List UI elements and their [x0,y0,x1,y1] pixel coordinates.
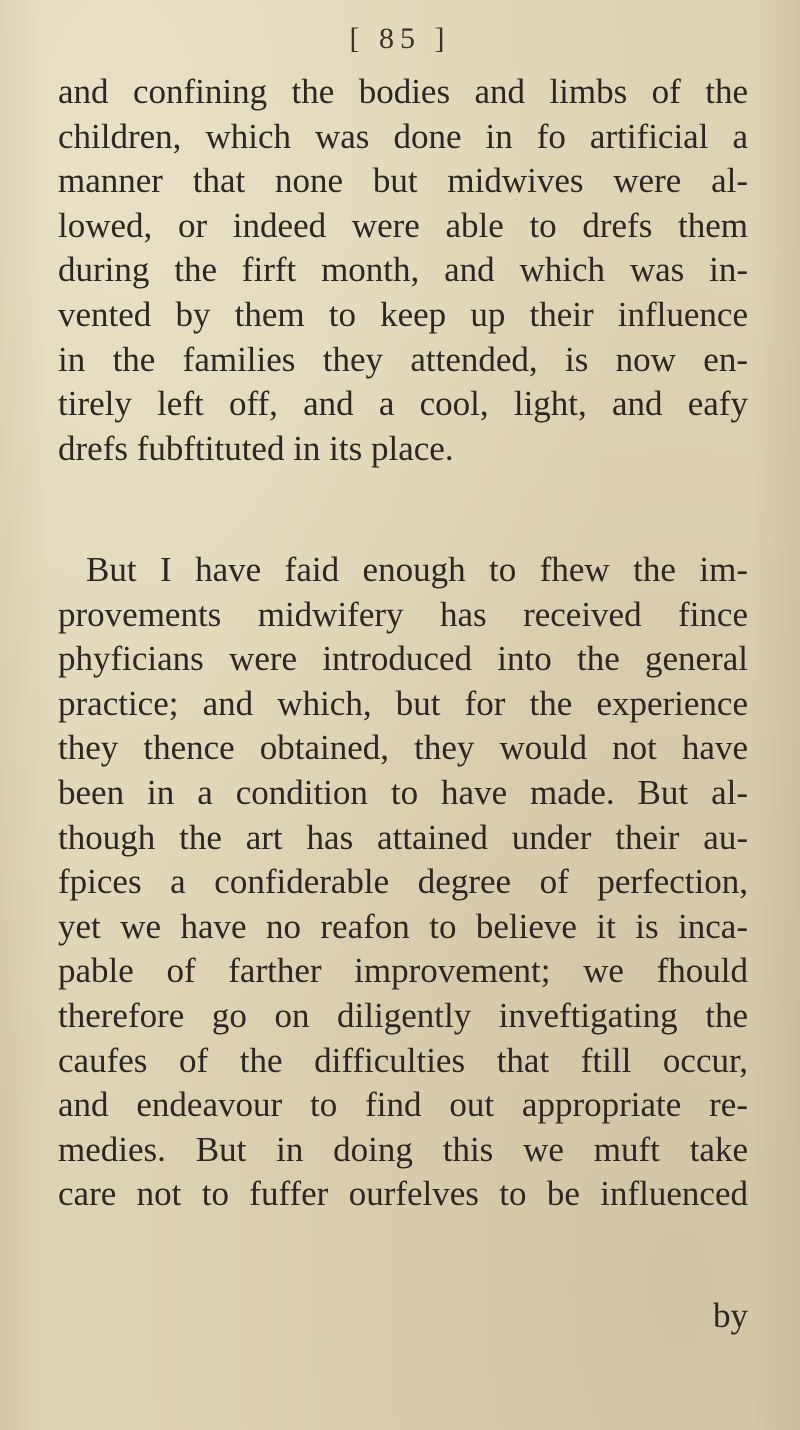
text-line: vented by them to keep up their influence [58,294,748,334]
text-line-last: drefs fubftituted in its place. [58,428,454,468]
text-line: manner that none but midwives were al- [58,161,748,201]
text-line: pable of farther improvement; we fhould [58,951,748,991]
catchword: by [713,1296,748,1335]
text-line: and endeavour to find out appropriate re- [58,1085,748,1125]
text-line: though the art has attained under their au- [58,817,748,857]
text-line: caufes of the difficulties that ftill occur, [58,1040,748,1080]
text-line: and confining the bodies and limbs of the [58,72,748,111]
text-line: fpices a confiderable degree of perfection, [58,862,748,902]
text-line: provements midwifery has received fince [58,594,748,634]
text-line: been in a condition to have made. But al- [58,772,748,812]
page-number: [ 85 ] [349,22,451,55]
text-line: they thence obtained, they would not have [58,728,748,768]
text-line: medies. But in doing this we muft take [58,1129,748,1169]
text-line-indented: But I have faid enough to fhew the im- [86,550,748,589]
text-line: practice; and which, but for the experience [58,683,748,723]
text-line: therefore go on diligently inveftigating the [58,995,748,1035]
text-line: tirely left off, and a cool, light, and eafy [58,384,748,424]
paragraph-1 [58,70,748,471]
text-line: children, which was done in fo artificial a [58,116,748,156]
text-line: in the families they attended, is now en- [58,339,748,379]
text-line: care not to fuffer ourfelves to be influenced [58,1174,748,1214]
text-line: yet we have no reafon to believe it is inca- [58,906,748,946]
text-line: phyficians were introduced into the general [58,639,748,679]
text-line: during the firft month, and which was in- [58,250,748,290]
paragraph-2 [58,548,748,1217]
text-line: lowed, or indeed were able to drefs them [58,205,748,245]
